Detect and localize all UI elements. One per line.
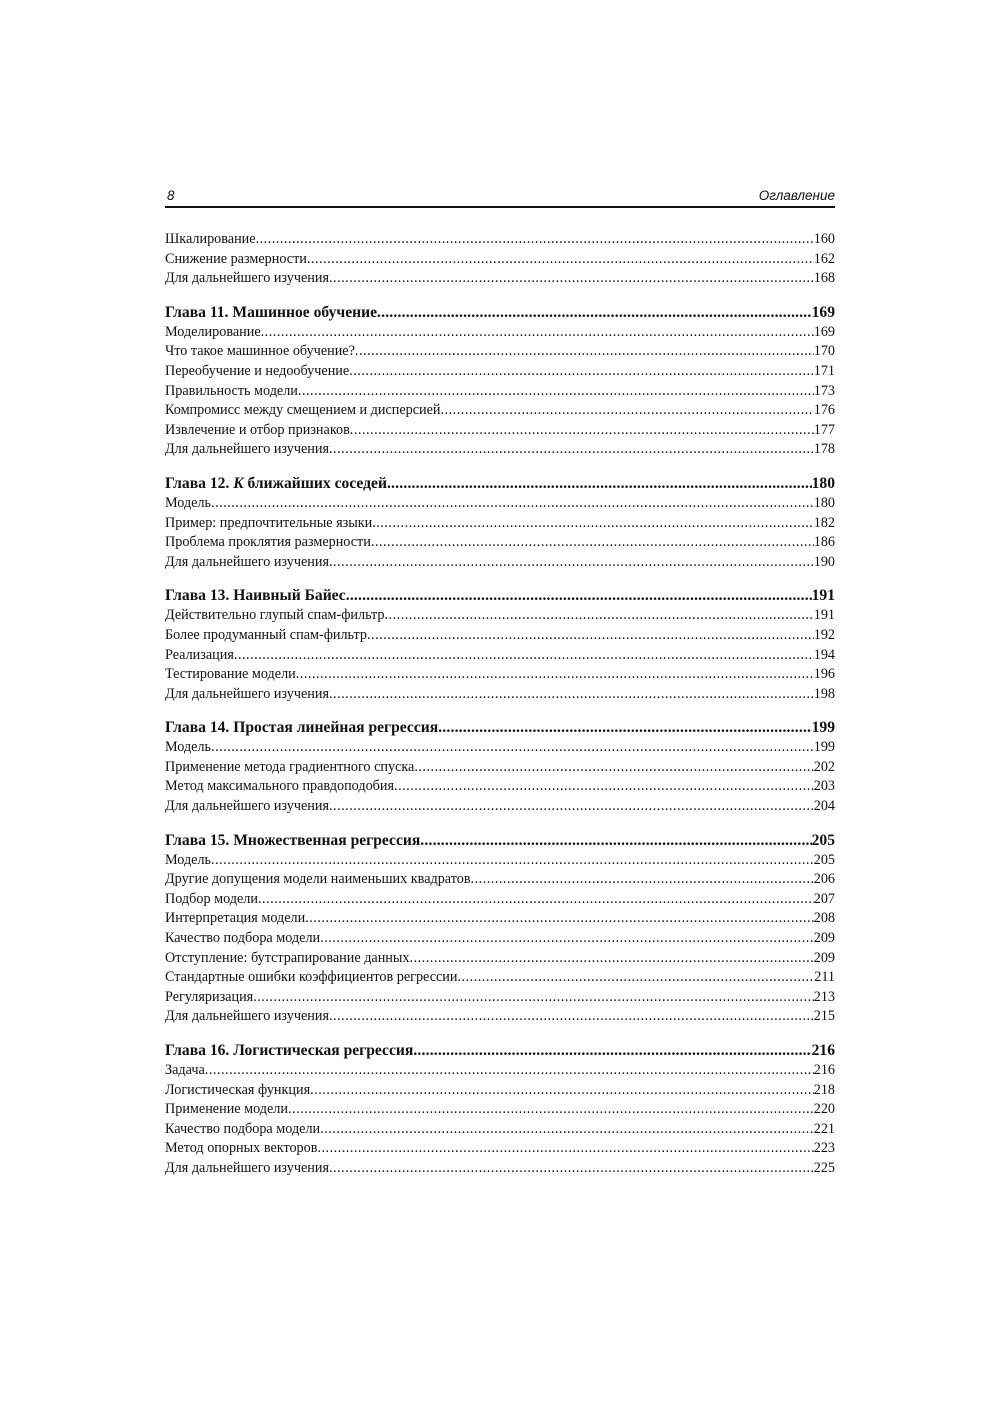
toc-chapter-heading[interactable]: Глава 12. K ближайших соседей ..... 180 [165,473,835,494]
toc-section-chapter-15 [165,830,835,1027]
toc-entry[interactable]: Что такое машинное обучение? ..... 170 [165,342,835,362]
toc-chapter-heading[interactable]: Глава 14. Простая линейная регрессия ..... 199 [165,717,835,738]
dot-leader [317,1139,813,1159]
toc-entry[interactable]: Регуляризация ..... 213 [165,988,835,1008]
toc-entry[interactable]: Тестирование модели ..... 196 [165,665,835,685]
toc-entry[interactable]: Качество подбора модели ..... 221 [165,1120,835,1140]
toc-entry[interactable]: Реализация ..... 194 [165,646,835,666]
dot-leader [234,646,814,666]
toc-entry[interactable]: Применение модели ..... 220 [165,1100,835,1120]
dot-leader [385,606,814,626]
toc-entry[interactable]: Проблема проклятия размерности ..... 186 [165,533,835,553]
toc-entry[interactable]: Подбор модели ..... 207 [165,890,835,910]
dot-leader [329,685,814,705]
dot-leader [355,342,814,362]
toc-chapter-heading[interactable]: Глава 15. Множественная регрессия ..... 205 [165,830,835,851]
toc-entry[interactable]: Другие допущения модели наименьших квадратов ..... 206 [165,870,835,890]
toc-entry[interactable]: Интерпретация модели ..... 208 [165,909,835,929]
dot-leader [413,1040,811,1061]
toc-entry[interactable]: Задача ..... 216 [165,1061,835,1081]
toc-entry[interactable]: Переобучение и недообучение ..... 171 [165,362,835,382]
toc-entry[interactable]: Метод опорных векторов ..... 223 [165,1139,835,1159]
dot-leader [387,473,812,494]
dot-leader [258,890,814,910]
toc-entry[interactable]: Качество подбора модели ..... 209 [165,929,835,949]
dot-leader [211,494,814,514]
toc-section-chapter-13 [165,585,835,704]
dot-leader [438,717,811,738]
running-title: Оглавление [758,188,835,203]
toc-entry[interactable]: Для дальнейшего изучения ..... 215 [165,1007,835,1027]
toc-section-chapter-10-continued [165,230,835,289]
toc-entry[interactable]: Модель ..... 199 [165,738,835,758]
dot-leader [307,250,814,270]
toc-entry[interactable]: Отступление: бутстрапирование данных ..... 209 [165,949,835,969]
dot-leader [256,230,814,250]
dot-leader [329,553,814,573]
toc-entry[interactable]: Для дальнейшего изучения ..... 204 [165,797,835,817]
dot-leader [420,830,811,851]
dot-leader [205,1061,814,1081]
dot-leader [296,665,814,685]
dot-leader [288,1100,814,1120]
dot-leader [458,968,815,988]
toc-section-chapter-16 [165,1040,835,1179]
toc-entry[interactable]: Моделирование ..... 169 [165,323,835,343]
dot-leader [349,362,814,382]
dot-leader [329,797,814,817]
toc-entry[interactable]: Применение метода градиентного спуска ..... 202 [165,758,835,778]
dot-leader [410,949,814,969]
toc-entry[interactable]: Извлечение и отбор признаков ..... 177 [165,421,835,441]
dot-leader [329,440,814,460]
toc-chapter-heading[interactable]: Глава 11. Машинное обучение ..... 169 [165,302,835,323]
dot-leader [471,870,814,890]
toc-section-chapter-12 [165,473,835,572]
dot-leader [261,323,814,343]
toc-section-chapter-14 [165,717,835,816]
dot-leader [305,909,814,929]
toc-entry[interactable]: Для дальнейшего изучения ..... 225 [165,1159,835,1179]
toc-chapter-heading[interactable]: Глава 13. Наивный Байес ..... 191 [165,585,835,606]
toc-chapter-heading[interactable]: Глава 16. Логистическая регрессия ..... 216 [165,1040,835,1061]
dot-leader [329,1159,814,1179]
header-rule [165,206,835,208]
dot-leader [329,1007,814,1027]
dot-leader [329,269,814,289]
dot-leader [310,1081,814,1101]
toc-entry[interactable]: Пример: предпочтительные языки ..... 182 [165,514,835,534]
toc-entry[interactable]: Метод максимального правдоподобия ..... 203 [165,777,835,797]
toc-entry[interactable]: Логистическая функция ..... 218 [165,1081,835,1101]
toc-entry[interactable]: Модель ..... 205 [165,851,835,871]
dot-leader [371,533,814,553]
dot-leader [320,1120,814,1140]
toc-entry[interactable]: Снижение размерности ..... 162 [165,250,835,270]
dot-leader [441,401,814,421]
dot-leader [367,626,814,646]
dot-leader [414,758,813,778]
book-page [165,186,835,1192]
toc-entry[interactable]: Компромисс между смещением и дисперсией ..... 176 [165,401,835,421]
dot-leader [394,777,814,797]
toc-entry[interactable]: Для дальнейшего изучения ..... 198 [165,685,835,705]
toc-entry[interactable]: Стандартные ошибки коэффициентов регрессии ..... 211 [165,968,835,988]
table-of-contents [165,230,835,1179]
dot-leader [350,421,814,441]
toc-entry[interactable]: Для дальнейшего изучения ..... 178 [165,440,835,460]
toc-entry[interactable]: Шкалирование ..... 160 [165,230,835,250]
toc-section-chapter-11 [165,302,835,460]
toc-entry[interactable]: Правильность модели ..... 173 [165,382,835,402]
toc-entry[interactable]: Для дальнейшего изучения ..... 190 [165,553,835,573]
dot-leader [377,302,812,323]
toc-entry[interactable]: Действительно глупый спам-фильтр ..... 191 [165,606,835,626]
dot-leader [298,382,814,402]
page-number: 8 [167,188,175,203]
toc-entry[interactable]: Более продуманный спам-фильтр ..... 192 [165,626,835,646]
dot-leader [253,988,814,1008]
toc-entry[interactable]: Модель ..... 180 [165,494,835,514]
running-header [165,186,835,206]
dot-leader [372,514,814,534]
toc-entry[interactable]: Для дальнейшего изучения ..... 168 [165,269,835,289]
dot-leader [211,851,814,871]
dot-leader [346,585,812,606]
dot-leader [211,738,814,758]
dot-leader [320,929,814,949]
